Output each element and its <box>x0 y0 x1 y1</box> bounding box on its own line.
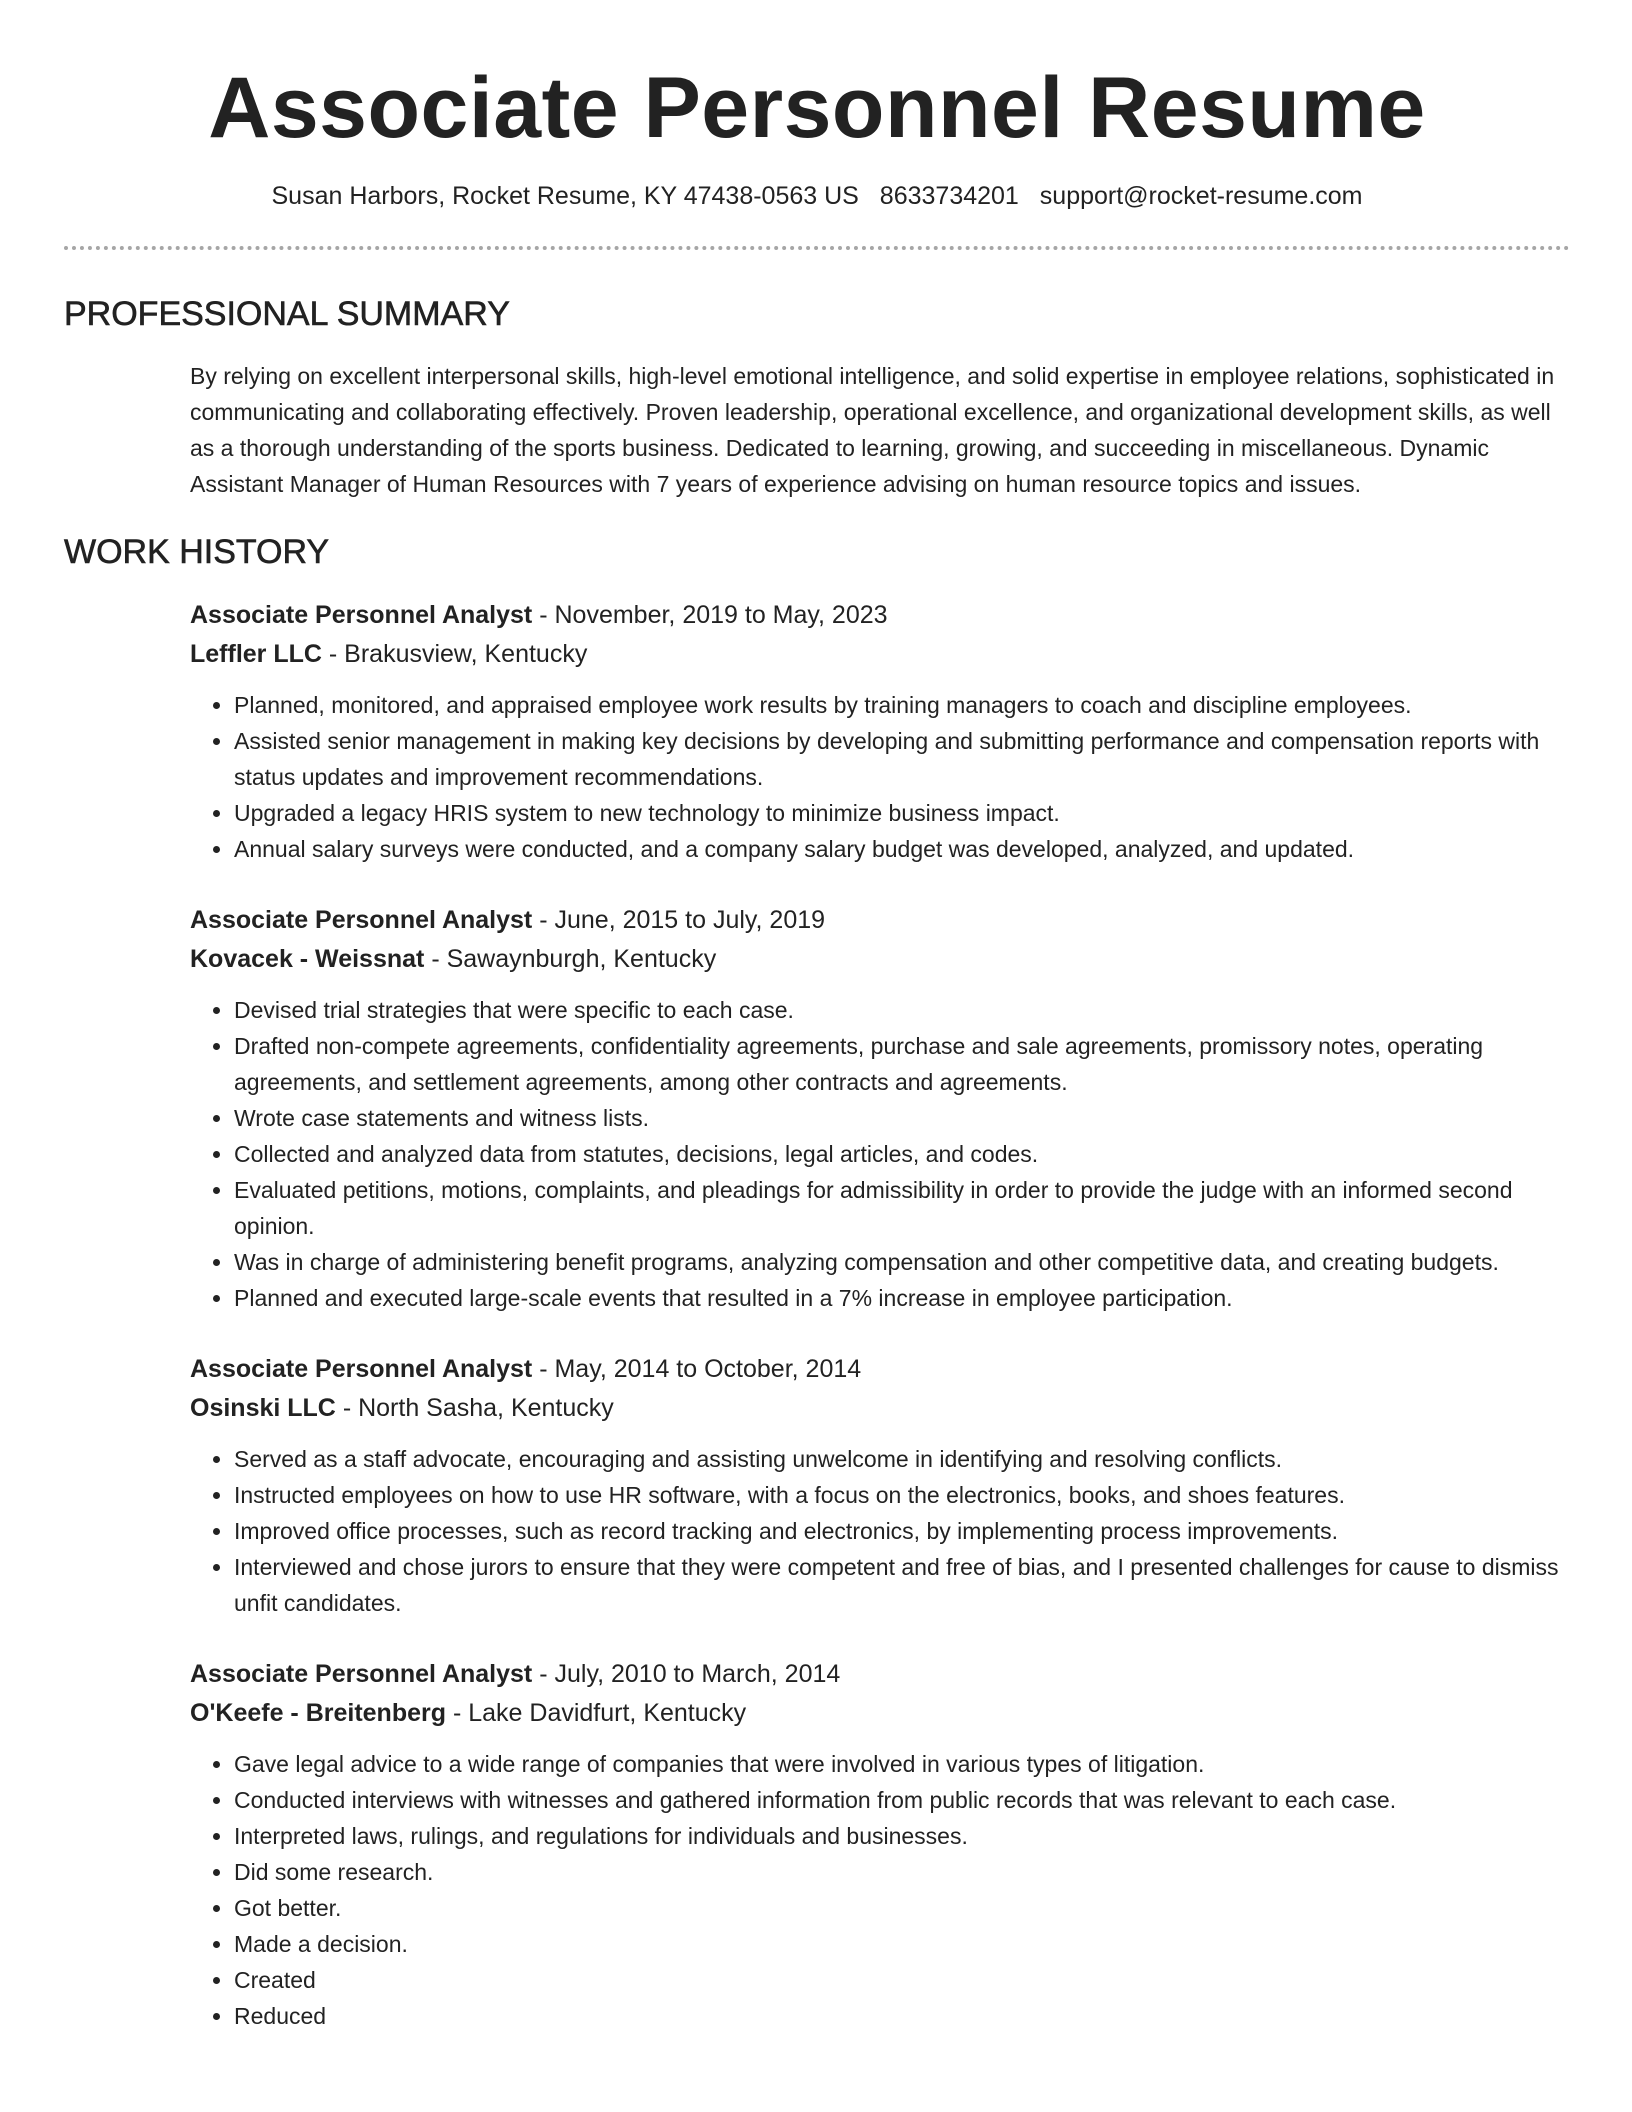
job-bullet: • Instructed employees on how to use HR software, with a focus on the electronics, books, and shoes features. <box>234 1477 1570 1513</box>
job-bullet: • Devised trial strategies that were specific to each case. <box>234 992 1570 1028</box>
job-company: Leffler LLC <box>190 640 322 668</box>
professional-summary-text: By relying on excellent interpersonal skills, high-level emotional intelligence, and solid expertise in employee relations, sophisticated in communicating and collaborating effectively. Proven leadership, operational excellence, and organizational development skills, as well as a thorough understanding of the sports business. Dedicated to learning, growing, and succeeding in miscellaneous. Dynamic Assistant Manager of Human Resources with 7 years of experience advising on human resource topics and issues. <box>190 363 1555 497</box>
job-bullets <box>190 1746 1570 2034</box>
job-bullet: • Wrote case statements and witness lists. <box>234 1100 1570 1136</box>
professional-summary-heading: PROFESSIONAL SUMMARY <box>64 295 510 333</box>
job-bullet: • Collected and analyzed data from statutes, decisions, legal articles, and codes. <box>234 1136 1570 1172</box>
contact-email[interactable]: support@rocket-resume.com <box>1039 182 1363 210</box>
job-bullet: • Served as a staff advocate, encouraging and assisting unwelcome in identifying and resolving conflicts. <box>234 1441 1570 1477</box>
job-bullet: • Evaluated petitions, motions, complaints, and pleadings for admissibility in order to provide the judge with an informed second opinion. <box>234 1172 1570 1244</box>
job-bullets <box>190 687 1570 867</box>
job-bullet: • Planned, monitored, and appraised employee work results by training managers to coach and discipline employees. <box>234 687 1570 723</box>
job-entry <box>190 596 1570 867</box>
job-bullet: • Assisted senior management in making key decisions by developing and submitting performance and compensation reports with status updates and improvement recommendations. <box>234 723 1570 795</box>
job-bullet: • Made a decision. <box>234 1926 1570 1962</box>
job-bullet: • Reduced <box>234 1998 1570 2034</box>
job-dates: - July, 2010 to March, 2014 <box>532 1660 841 1688</box>
job-title-line <box>190 596 1570 635</box>
job-company-line <box>190 1389 1570 1428</box>
job-title: Associate Personnel Analyst <box>190 906 533 934</box>
job-bullet: • Created <box>234 1962 1570 1998</box>
job-location: - Brakusview, Kentucky <box>321 640 588 668</box>
job-bullets <box>190 1441 1570 1621</box>
job-bullets <box>190 992 1570 1316</box>
job-dates: - November, 2019 to May, 2023 <box>532 601 888 629</box>
contact-line <box>64 180 1570 212</box>
job-company: Osinski LLC <box>190 1394 336 1422</box>
job-bullet: • Conducted interviews with witnesses and gathered information from public records that was relevant to each case. <box>234 1782 1570 1818</box>
contact-phone[interactable]: 8633734201 <box>879 182 1019 210</box>
job-bullet: • Did some research. <box>234 1854 1570 1890</box>
job-entry <box>190 1350 1570 1621</box>
job-bullet: • Was in charge of administering benefit programs, analyzing compensation and other competitive data, and creating budgets. <box>234 1244 1570 1280</box>
job-location: - Lake Davidfurt, Kentucky <box>446 1699 747 1727</box>
job-bullet: • Interpreted laws, rulings, and regulations for individuals and businesses. <box>234 1818 1570 1854</box>
job-bullet: • Got better. <box>234 1890 1570 1926</box>
job-entry <box>190 901 1570 1316</box>
job-company: O'Keefe - Breitenberg <box>190 1699 447 1727</box>
job-bullet: • Interviewed and chose jurors to ensure that they were competent and free of bias, and I presented challenges for cause to dismiss unfit candidates. <box>234 1549 1570 1621</box>
job-bullet: • Drafted non-compete agreements, confidentiality agreements, purchase and sale agreements, promissory notes, operating agreements, and settlement agreements, among other contracts and agreements. <box>234 1028 1570 1100</box>
job-bullet: • Gave legal advice to a wide range of companies that were involved in various types of litigation. <box>234 1746 1570 1782</box>
job-company-line <box>190 1694 1570 1733</box>
job-bullet: • Annual salary surveys were conducted, and a company salary budget was developed, analyzed, and updated. <box>234 831 1570 867</box>
job-location: - Sawaynburgh, Kentucky <box>424 945 717 973</box>
job-title-line <box>190 901 1570 940</box>
job-bullet: • Upgraded a legacy HRIS system to new technology to minimize business impact. <box>234 795 1570 831</box>
header-divider <box>64 246 1570 250</box>
job-title-line <box>190 1655 1570 1694</box>
job-title: Associate Personnel Analyst <box>190 1660 533 1688</box>
job-bullet: • Planned and executed large-scale events that resulted in a 7% increase in employee participation. <box>234 1280 1570 1316</box>
work-history-heading: WORK HISTORY <box>64 533 330 571</box>
job-company-line <box>190 635 1570 674</box>
job-entry <box>190 1655 1570 2034</box>
job-location: - North Sasha, Kentucky <box>335 1394 614 1422</box>
job-dates: - June, 2015 to July, 2019 <box>532 906 826 934</box>
resume-page <box>64 0 1570 2034</box>
work-history-list <box>190 596 1570 2034</box>
job-title: Associate Personnel Analyst <box>190 601 533 629</box>
contact-address: Susan Harbors, Rocket Resume, KY 47438-0563 US <box>271 182 859 210</box>
job-title-line <box>190 1350 1570 1389</box>
resume-title: Associate Personnel Resume <box>208 60 1426 156</box>
job-bullet: • Improved office processes, such as record tracking and electronics, by implementing process improvements. <box>234 1513 1570 1549</box>
job-dates: - May, 2014 to October, 2014 <box>532 1355 862 1383</box>
job-company: Kovacek - Weissnat <box>190 945 425 973</box>
job-company-line <box>190 940 1570 979</box>
job-title: Associate Personnel Analyst <box>190 1355 533 1383</box>
